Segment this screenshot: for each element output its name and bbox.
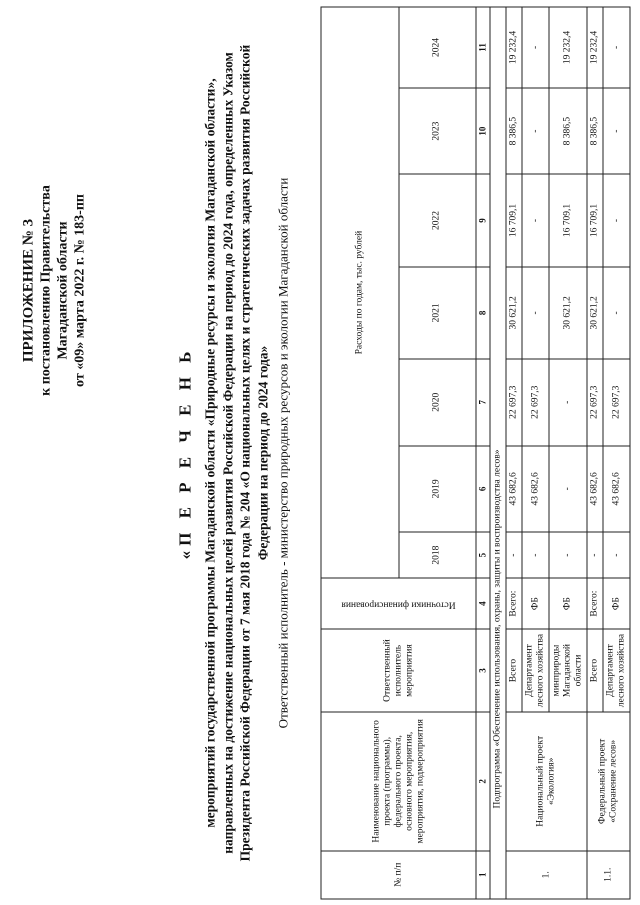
row-value: 19 232,4 — [506, 7, 522, 88]
row-value: - — [522, 7, 549, 88]
col-number: 4 — [476, 578, 490, 629]
row-num: 1. — [506, 850, 587, 898]
row-value: 8 386,5 — [549, 87, 587, 174]
row-executor: минприроды Магаданской области — [549, 629, 587, 712]
row-value: 30 621,2 — [549, 266, 587, 358]
header-year: 2024 — [398, 7, 476, 88]
row-value: 19 232,4 — [549, 7, 587, 88]
row-value: - — [522, 532, 549, 578]
row-source: Всего: — [587, 578, 603, 629]
row-value: 30 621,2 — [506, 266, 522, 358]
row-value: 43 682,6 — [506, 445, 522, 532]
appendix-date: от «09» марта 2022 г. № 183-пп — [72, 193, 87, 387]
appendix-title: ПРИЛОЖЕНИЕ № 3 — [20, 218, 36, 362]
document-heading — [0, 0, 291, 905]
table-row — [506, 7, 522, 899]
header-num: № п/п — [321, 850, 476, 898]
row-value: 22 697,3 — [603, 359, 630, 446]
row-value: - — [603, 532, 630, 578]
row-value: 22 697,3 — [522, 359, 549, 446]
col-number: 11 — [476, 7, 490, 88]
responsible-executor: Ответственный исполнитель - министерство природных ресурсов и экологии Магаданской области — [275, 177, 290, 728]
row-name: Федеральный проект «Сохранение лесов» — [587, 712, 630, 850]
col-number: 1 — [476, 850, 490, 898]
row-value: 22 697,3 — [587, 359, 603, 446]
header-year: 2023 — [398, 87, 476, 174]
row-value: 43 682,6 — [587, 445, 603, 532]
column-numbers-row — [476, 7, 490, 899]
row-value: 30 621,2 — [587, 266, 603, 358]
row-source: Всего: — [506, 578, 522, 629]
row-value: - — [603, 87, 630, 174]
heading-word: «П Е Р Е Ч Е Н Ь — [175, 346, 194, 559]
header-year: 2019 — [398, 445, 476, 532]
row-source: ФБ — [549, 578, 587, 629]
col-number: 9 — [476, 174, 490, 266]
col-number: 2 — [476, 712, 490, 850]
row-value: - — [506, 532, 522, 578]
row-value: - — [603, 266, 630, 358]
row-name: Национальный проект «Экология» — [506, 712, 587, 850]
measures-table — [320, 6, 630, 899]
col-number: 7 — [476, 359, 490, 446]
col-number: 10 — [476, 87, 490, 174]
header-year: 2018 — [398, 532, 476, 578]
header-executor: Ответственный исполнитель мероприятия — [321, 629, 476, 712]
col-number: 8 — [476, 266, 490, 358]
row-executor: Департамент лесного хозяйства — [522, 629, 549, 712]
heading-body: мероприятий государственной программы Магаданской области «Природные ресурсы и экология Магаданской области», направленных на достижение национальных целей развития Российской Федерации на период до 2024 года, определенных Указом Президента Российской Федерации от 7 мая 2018 года № 204 «О национальных целях и стратегических задачах развития Российской Федерации на период до 2024 года» — [202, 44, 270, 861]
row-value: 22 697,3 — [506, 359, 522, 446]
row-value: - — [522, 87, 549, 174]
header-row — [321, 7, 399, 899]
header-year: 2022 — [398, 174, 476, 266]
col-number: 6 — [476, 445, 490, 532]
header-year: 2020 — [398, 359, 476, 446]
row-value: - — [587, 532, 603, 578]
header-name: Наименование национального проекта (программы), федерального проекта, основного мероприятия, мероприятия, подмероприятия — [321, 712, 476, 850]
row-value: 16 709,1 — [549, 174, 587, 266]
row-value: 43 682,6 — [522, 445, 549, 532]
row-value: 19 232,4 — [587, 7, 603, 88]
row-executor: Всего — [587, 629, 603, 712]
appendix-line: к постановлению Правительства — [38, 184, 53, 396]
row-value: - — [522, 174, 549, 266]
table-row — [587, 7, 603, 899]
col-number: 5 — [476, 532, 490, 578]
appendix-line: Магаданской области — [55, 220, 70, 360]
row-value: - — [549, 445, 587, 532]
row-value: - — [522, 266, 549, 358]
row-value: - — [549, 359, 587, 446]
row-executor: Всего — [506, 629, 522, 712]
row-value: 16 709,1 — [587, 174, 603, 266]
subprogram-row — [490, 7, 506, 899]
row-value: - — [603, 7, 630, 88]
row-source: ФБ — [603, 578, 630, 629]
row-source: ФБ — [522, 578, 549, 629]
row-value: - — [549, 532, 587, 578]
row-executor: Департамент лесного хозяйства — [603, 629, 630, 712]
subprogram-title: Подпрограмма «Обеспечение использования, охраны, защиты и воспроизводства лесов» — [490, 7, 506, 899]
row-value: 8 386,5 — [587, 87, 603, 174]
header-source-text: Источники финансирования — [340, 598, 456, 609]
header-expenses: Расходы по годам, тыс. рублей — [321, 7, 399, 578]
row-num: 1.1. — [587, 850, 630, 898]
header-year: 2021 — [398, 266, 476, 358]
row-value: 8 386,5 — [506, 87, 522, 174]
col-number: 3 — [476, 629, 490, 712]
header-source — [321, 578, 476, 629]
row-value: 43 682,6 — [603, 445, 630, 532]
row-value: 16 709,1 — [506, 174, 522, 266]
row-value: - — [603, 174, 630, 266]
